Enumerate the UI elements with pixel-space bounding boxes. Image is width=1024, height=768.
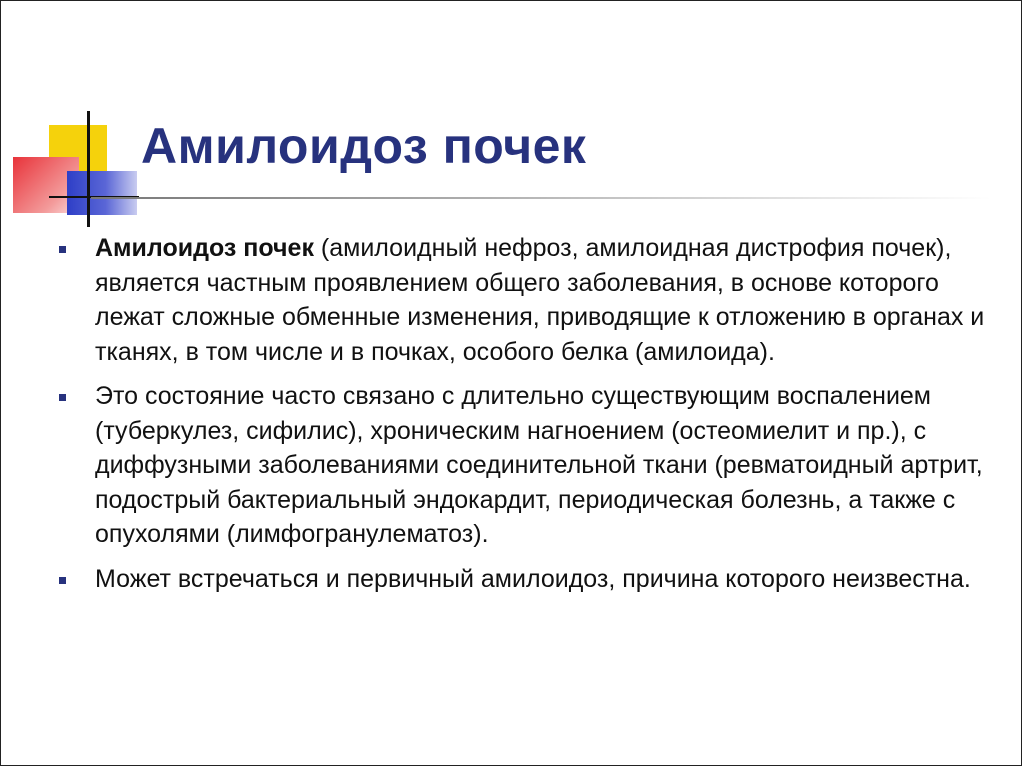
bullet-text — [95, 231, 999, 369]
slide-title: Амилоидоз почек — [141, 118, 587, 174]
bullet-body: Это состояние часто связано с длительно существующим воспалением (туберкулез, сифилис), хроническим нагноением (остеомиелит и пр.), с диффузными заболеваниями соединительной ткани (ревматоидный артрит, подострый бактериальный эндокардит, периодическая болезнь, а также с опухолями (лимфогранулематоз). — [95, 382, 983, 548]
bullet-text — [95, 379, 999, 552]
bullet-body: (амилоидный нефроз, амилоидная дистрофия почек), является частным проявлением общего заболевания, в основе которого лежат сложные обменные изменения, приводящие к отложению в органах и тканях, в том числе и в почках, особого белка (амилоида). — [95, 234, 985, 366]
bullet-item — [59, 379, 999, 552]
bullet-lead: Амилоидоз почек — [95, 234, 314, 262]
decorative-squares-logo-icon — [1, 1, 161, 241]
bullet-body: Может встречаться и первичный амилоидоз, причина которого неизвестна. — [95, 564, 971, 593]
vertical-line — [87, 111, 90, 227]
bullet-item — [59, 562, 999, 597]
bullet-text — [95, 562, 999, 597]
bullet-item — [59, 231, 999, 369]
title-underline — [91, 197, 991, 199]
bullet-list — [59, 231, 999, 606]
bullet-square-icon — [59, 246, 66, 253]
bullet-square-icon — [59, 394, 66, 401]
bullet-square-icon — [59, 577, 66, 584]
blue-square — [67, 171, 137, 215]
